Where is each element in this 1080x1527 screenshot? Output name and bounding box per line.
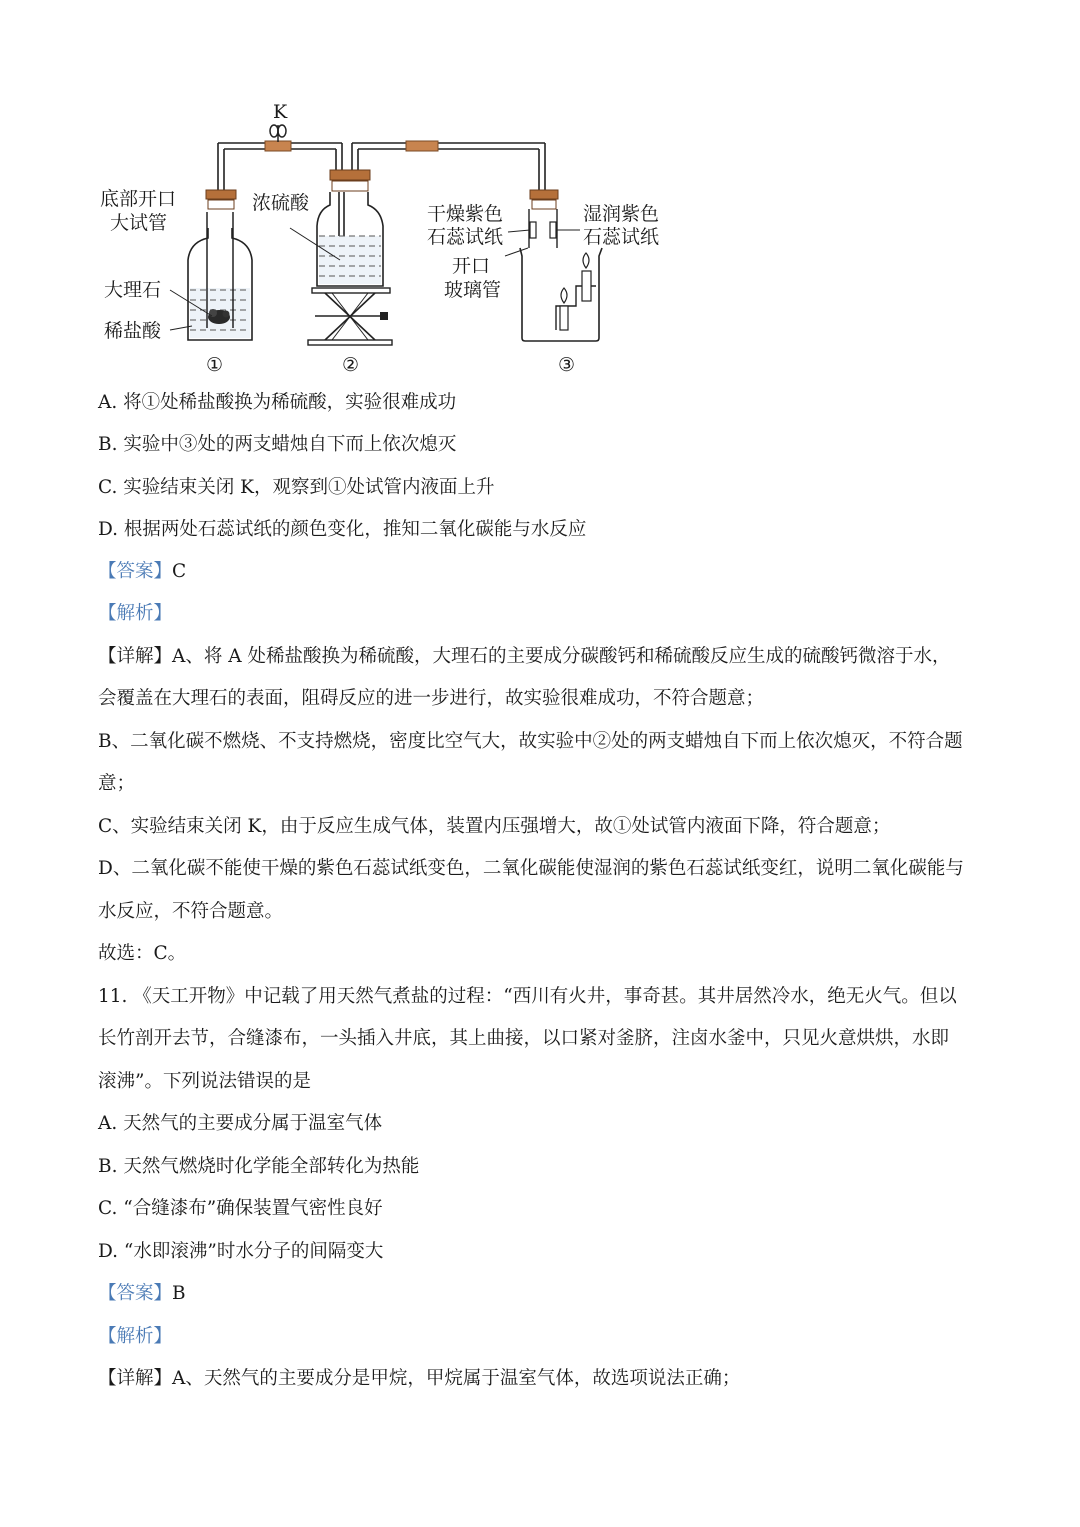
detail-text: A、天然气的主要成分是甲烷，甲烷属于温室气体，故选项说法正确；	[172, 1368, 741, 1389]
q11-option-c: C. “合缝漆布”确保装置气密性良好	[98, 1198, 383, 1219]
q11-answer	[98, 1281, 998, 1307]
q11-stem-line: 滚沸”。下列说法错误的是	[98, 1071, 311, 1092]
q10-detail-line: 意；	[98, 773, 136, 794]
detail-tag: 【详解】	[98, 1368, 173, 1389]
apparatus-3	[427, 190, 659, 376]
q10-option-b: B. 实验中③处的两支蜡烛自下而上依次熄灭	[98, 434, 457, 455]
label-tube-1: 底部开口	[100, 188, 177, 210]
q10-detail-line: 会覆盖在大理石的表面，阻碍反应的进一步进行，故实验很难成功，不符合题意；	[98, 688, 765, 709]
q10-analysis-tag: 【解析】	[98, 603, 173, 624]
q11-option-a: A. 天然气的主要成分属于温室气体	[98, 1113, 383, 1134]
q11-option-d: D. “水即滚沸”时水分子的间隔变大	[98, 1241, 384, 1262]
answer-value: B	[172, 1283, 186, 1304]
q11-option-b: B. 天然气燃烧时化学能全部转化为热能	[98, 1156, 420, 1177]
apparatus-2	[252, 170, 392, 376]
apparatus-1	[100, 188, 252, 376]
q10-option-c: C. 实验结束关闭 K，观察到①处试管内液面上升	[98, 477, 495, 498]
q11-stem-line: 11. 《天工开物》中记载了用天然气煮盐的过程：“西川有火井，事奇甚。其井居然冷水，绝无火气。但以	[98, 986, 957, 1007]
q10-option-d: D. 根据两处石蕊试纸的颜色变化，推知二氧化碳能与水反应	[98, 519, 587, 540]
q11-analysis-tag: 【解析】	[98, 1326, 173, 1347]
label-dry-1: 干燥紫色	[427, 203, 504, 225]
label-wet-1: 湿润紫色	[583, 203, 660, 225]
k-label: K	[273, 101, 288, 123]
label-marble: 大理石	[104, 279, 162, 301]
clamp-k	[265, 101, 291, 151]
label-num-3: ③	[558, 354, 576, 376]
answer-value: C	[172, 561, 187, 582]
q10-answer	[98, 559, 998, 585]
label-num-2: ②	[342, 354, 360, 376]
q10-detail-line: 水反应，不符合题意。	[98, 901, 284, 922]
rubber-connector	[406, 141, 438, 151]
q10-detail-line: C、实验结束关闭 K，由于反应生成气体，装置内压强增大，故①处试管内液面下降，符合题意；	[98, 816, 891, 837]
q10-conclusion: 故选：C。	[98, 943, 187, 964]
label-wet-2: 石蕊试纸	[583, 226, 660, 248]
answer-tag: 【答案】	[98, 1283, 173, 1304]
label-tube-2: 大试管	[110, 212, 168, 234]
q10-option-a: A. 将①处稀盐酸换为稀硫酸，实验很难成功	[98, 392, 457, 413]
label-conc-h2so4: 浓硫酸	[252, 192, 310, 214]
q10-detail-line	[98, 644, 998, 670]
q11-stem-line: 长竹剖开去节，合缝漆布，一头插入井底，其上曲接，以口紧对釜脐，注卤水釜中，只见火意烘烘，水即	[98, 1028, 950, 1049]
apparatus-figure	[0, 0, 1080, 385]
label-open-1: 开口	[452, 255, 491, 277]
q10-detail-line: D、二氧化碳不能使干燥的紫色石蕊试纸变色，二氧化碳能使湿润的紫色石蕊试纸变红，说明二氧化碳能与	[98, 858, 964, 879]
label-open-2: 玻璃管	[444, 279, 502, 301]
label-num-1: ①	[206, 354, 224, 376]
label-dilute-hcl: 稀盐酸	[104, 320, 162, 342]
answer-tag: 【答案】	[98, 561, 173, 582]
label-dry-2: 石蕊试纸	[427, 226, 504, 248]
detail-tag: 【详解】	[98, 646, 173, 667]
detail-text: A、将 A 处稀盐酸换为稀硫酸，大理石的主要成分碳酸钙和稀硫酸反应生成的硫酸钙微溶于水，	[172, 646, 951, 667]
q10-detail-line: B、二氧化碳不燃烧、不支持燃烧，密度比空气大，故实验中②处的两支蜡烛自下而上依次熄灭，不符合题	[98, 731, 963, 752]
q11-detail-line	[98, 1366, 998, 1392]
